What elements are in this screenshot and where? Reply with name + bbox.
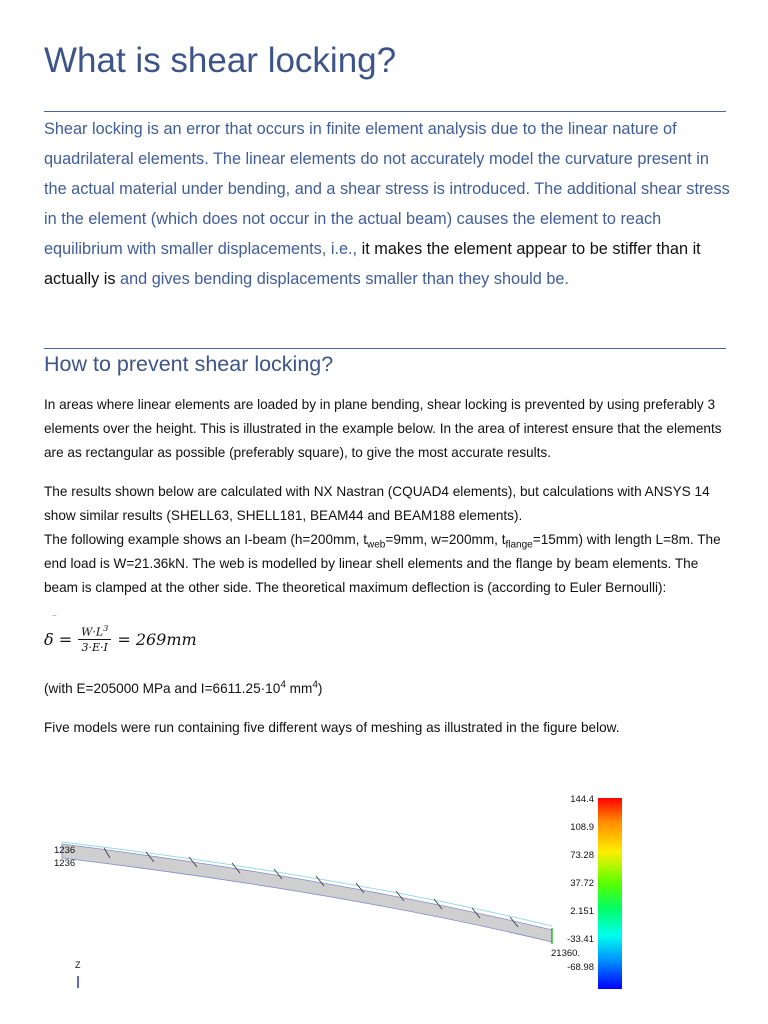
note-text-c: ) <box>317 681 323 696</box>
legend-value-5: -33.41 <box>567 934 594 945</box>
section-title: How to prevent shear locking? <box>44 352 334 376</box>
note-text-b: mm <box>285 681 313 696</box>
beam-mesh <box>62 844 552 942</box>
subscript-web: web <box>367 539 386 551</box>
intro-paragraph <box>44 114 734 294</box>
legend-colorbar <box>598 798 622 989</box>
end-node-label: 21360. <box>551 948 581 959</box>
legend-value-6: -68.98 <box>567 962 594 973</box>
dots-mark: .. <box>52 608 58 618</box>
intro-text-3: and gives bending displacements smaller than they should be. <box>120 270 569 288</box>
section-divider <box>44 348 726 349</box>
formula-denominator: 3·E·I <box>81 641 108 655</box>
paragraph-prevent: In areas where linear elements are loaded by in plane bending, shear locking is prevented by using preferably 3 elements over the height. This is illustrated in the example below. In the area of interest ensure that the elements are as rectangular as possible (preferably square), to give the most accurate results. <box>44 397 722 460</box>
intro-text-highlight: it makes the element appear to be stiffer than it actually is <box>44 240 701 288</box>
formula-numerator <box>78 624 111 641</box>
subscript-flange: flange <box>505 539 533 551</box>
title-divider <box>44 111 726 112</box>
legend-value-3: 37.72 <box>570 878 594 889</box>
paragraph-results <box>44 480 734 600</box>
formula-lhs: δ = <box>44 629 73 649</box>
example-text-a: The following example shows an I-beam (h=200mm, t <box>44 532 368 547</box>
legend-value-1: 108.9 <box>570 822 594 833</box>
numerator-exponent: 3 <box>103 623 109 633</box>
deflection-formula <box>44 616 197 662</box>
numerator-text: W·L <box>81 625 104 639</box>
results-line-1: The results shown below are calculated with NX Nastran (CQUAD4 elements), but calculations with ANSYS 14 show similar results (SHELL63, SHELL181, BEAM44 and BEAM188 elements). <box>44 484 710 523</box>
page-title: What is shear locking? <box>44 41 397 80</box>
node-label-bottom: 1236 <box>54 858 76 869</box>
paragraph-models: Five models were run containing five different ways of meshing as illustrated in the figure below. <box>44 720 620 735</box>
example-text-b: =9mm, w=200mm, t <box>385 532 506 547</box>
note-exponent-2: 4 <box>312 679 318 691</box>
note-text-a: (with E=205000 MPa and I=6611.25·10 <box>44 681 281 696</box>
node-label-top: 1236 <box>54 845 76 856</box>
material-note <box>44 677 734 701</box>
formula-fraction <box>78 624 111 655</box>
note-exponent-1: 4 <box>280 679 286 691</box>
intro-text-1: Shear locking is an error that occurs in finite element analysis due to the linear nature of quadrilateral elements. The linear elements do not accurately model the curvature present in the actual material under bending, and a shear stress is introduced. The additional shear stress in the element (which does not occur in the actual beam) causes the element to reach equilibrium with smaller displacements, i.e., <box>44 120 730 258</box>
legend-value-4: 2.151 <box>570 906 594 917</box>
formula-rhs: = 269mm <box>117 629 197 649</box>
legend-value-0: 144.4 <box>570 794 594 805</box>
legend-value-2: 73.28 <box>570 850 594 861</box>
example-text-c: =15mm) with length L=8m. The end load is W=21.36kN. The web is modelled by linear shell elements and the flange by beam elements. The beam is clamped at the other side. The theoretical maximum deflection is (according to Euler Bernoulli): <box>44 532 721 595</box>
z-axis-label: Z <box>75 960 81 970</box>
